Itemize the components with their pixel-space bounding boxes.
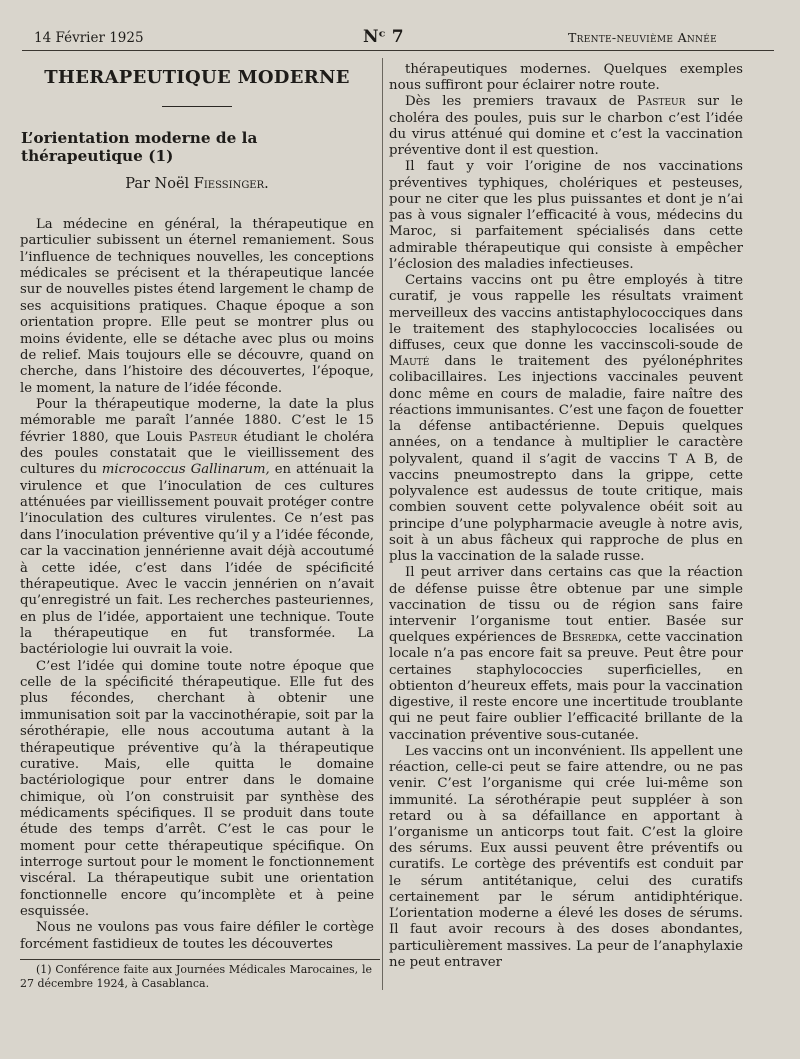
- footnote-rule: [20, 959, 380, 960]
- header-year: Trente-neuvième Année: [568, 30, 717, 45]
- left-column: [20, 62, 374, 953]
- paragraph: [389, 159, 743, 273]
- text-run: Dès les premiers travaux de: [405, 94, 637, 110]
- paragraph: [20, 397, 374, 659]
- article-title-text: L’orientation moderne de la thérapeutique: [21, 129, 258, 165]
- text-run: sur le choléra des poules, puis sur le charbon c’est l’idée du virus atténué qui domine et c’est la vaccination préventive dont il est question.: [389, 94, 743, 159]
- byline: [20, 176, 374, 192]
- text-run: Les vaccins ont un inconvénient. Ils appellent une réaction, celle-ci peut se faire attendre, ou ne pas venir. C’est l’organisme qui crée lui-même son immunité. La sérothérapie peut suppléer à son retard ou à sa défaillance en apportant à l’organisme un anticorps tout fait. C’est la gloire des sérums. Eux aussi peuvent être préventifs ou curatifs. Le cortège des préventifs est conduit par le sérum antitétanique, celui des curatifs certainement par le sérum antidiphtérique. L’orientation moderne a élevé les doses de sérums. Il faut avoir recours à des doses abondantes, particulièrement massives. La peur de l’anaphylaxie ne peut entraver: [389, 743, 743, 970]
- column-divider: [382, 58, 383, 990]
- paragraph: [389, 565, 743, 744]
- text-run: Pour la thérapeutique moderne, la date la plus mémorable me paraît l’année 1880. C’est le 15 février 1880, que Louis: [20, 396, 374, 445]
- paragraph: [389, 273, 743, 565]
- header-issue-number: Nᶜ 7: [363, 27, 404, 47]
- paragraph: [389, 94, 743, 159]
- paragraph: [389, 744, 743, 971]
- text-run: dans le traitement des pyélonéphrites colibacillaires. Les injections vaccinales peuvent donc même en cours de maladie, faire naître des réactions immunisantes. C’est une façon de fouetter la défense antibactérienne. Depuis quelques années, on a tendance à multiplier le caractère polyvalent, quand il s’agit de vaccins T A B, de vaccins pneumostrepto dans la grippe, cette polyvalence est audessus de toute critique, mais combien souvent cette polyvalence obéit soit au principe d’une polypharmacie aveugle à notre avis, soit à un abus fâcheux qui rapproche de plus en plus la vaccination de la salade russe.: [389, 354, 743, 565]
- article-footnote-ref: (1): [148, 147, 174, 165]
- left-body: [20, 217, 374, 953]
- text-run: C’est l’idée qui domine toute notre époque que celle de la spécificité thérapeutique. Elle fut des plus fécondes, cherchant à obtenir une immunisation soit par la vaccinothérapie, soit par la sérothérapie, elle nous accoutuma autant à la thérapeutique préventive qu’à la thérapeutique curative. Mais, elle quitta le domaine bactériologique pour entrer dans le domaine chimique, où l’on construisit par synthèse des médicaments spécifiques. Il se produit dans toute étude des temps d’arrêt. C’est le cas pour le moment pour cette thérapeutique spécifique. On interroge surtout pour le moment le fonctionnement viscéral. La thérapeutique subit une orientation fonctionnelle encore qu’incomplète et à peine esquissée.: [20, 658, 374, 920]
- byline-author: Fiessinger.: [193, 176, 269, 192]
- section-title: THERAPEUTIQUE MODERNE: [44, 67, 350, 88]
- author-name: Pasteur: [636, 94, 686, 110]
- footnote: (1) Conférence faite aux Journées Médicales Marocaines, le 27 décembre 1924, à Casablanca.: [20, 963, 372, 990]
- byline-prefix: Par Noël: [125, 176, 190, 192]
- paragraph: [20, 659, 374, 921]
- text-run: Nous ne voulons pas vous faire défiler le cortège forcément fastidieux de toutes les découvertes: [20, 920, 374, 952]
- right-body: [389, 62, 743, 971]
- text-run: étudiant le choléra des poules constatait que le vieillissement des cultures du: [20, 429, 374, 478]
- paragraph: [20, 920, 374, 953]
- author-name: Besredka: [561, 630, 618, 646]
- text-run: Il faut y voir l’origine de nos vaccinations préventives typhiques, cholériques et pesteuses, pour ne citer que les plus puissantes et dont je n’ai pas à vous signaler l’efficacité à vous, médecins du Maroc, si parfaitement spécialisés dans cette admirable thérapeutique qui consiste à empêcher l’éclosion des maladies infectieuses.: [389, 159, 743, 272]
- paragraph: [389, 62, 743, 94]
- text-run: , cette vaccination locale n’a pas encore fait sa preuve. Peut être pour certaines staphylococcies superficielles, en obtienton d’heureux effets, mais pour la vaccination digestive, il reste encore une incertitude troublante qui ne peut faire oublier l’efficacité brillante de la vaccination préventive sous-cutanée.: [389, 630, 743, 743]
- paragraph: [20, 217, 374, 397]
- author-name: Pasteur: [188, 429, 238, 445]
- header-rule: [22, 50, 774, 51]
- text-run: Certains vaccins ont pu être employés à titre curatif, je vous rappelle les résultats vraiment merveilleux des vaccins antistaphylococciques dans le traitement des staphylococcies localisées ou diffuses, ceux que donne les vaccinscoli-soude de: [389, 273, 743, 353]
- italic-term: micrococcus Gallinarum,: [101, 462, 270, 478]
- running-header: [0, 27, 800, 50]
- article-title: [20, 129, 374, 165]
- text-run: en atténuait la virulence et que l’inoculation de ces cultures atténuées par vieillissement pouvait protéger contre l’inoculation des cultures virulentes. Ce n’est pas dans l’inoculation préventive qu’il y a l’idée féconde, car la vaccination jennérienne avait déjà accoutumé à cette idée, c’est dans l’idée de spécificité thérapeutique. Avec le vaccin jennérien on n’avait qu’enregistré un fait. Les recherches pasteuriennes, en plus de l’idée, apportaient une technique. Toute la thérapeutique en fut transformée. La bactériologie lui ouvrait la voie.: [20, 462, 374, 658]
- text-run: La médecine en général, la thérapeutique en particulier subissent un éternel remaniement. Sous l’influence de techniques nouvelles, les conceptions médicales se précisent et la thérapeutique lancée sur de nouvelles pistes étend largement le champ de ses acquisitions pratiques. Chaque époque a son orientation propre. Elle peut se montrer plus ou moins évidente, elle se détache avec plus ou moins de relief. Mais toujours elle se découvre, quand on cherche, dans l’histoire des découvertes, l’époque, le moment, la nature de l’idée féconde.: [20, 217, 374, 396]
- text-run: Il peut arriver dans certains cas que la réaction de défense puisse être obtenue par une simple vaccination de tissu ou de région sans faire intervenir l’organisme tout entier. Basée sur quelques expériences de: [389, 565, 743, 646]
- title-rule: [162, 106, 232, 107]
- author-name: Mauté: [389, 354, 430, 370]
- header-date: 14 Février 1925: [34, 30, 144, 46]
- text-run: thérapeutiques modernes. Quelques exemples nous suffiront pour éclairer notre route.: [389, 62, 743, 94]
- right-column: [389, 62, 743, 971]
